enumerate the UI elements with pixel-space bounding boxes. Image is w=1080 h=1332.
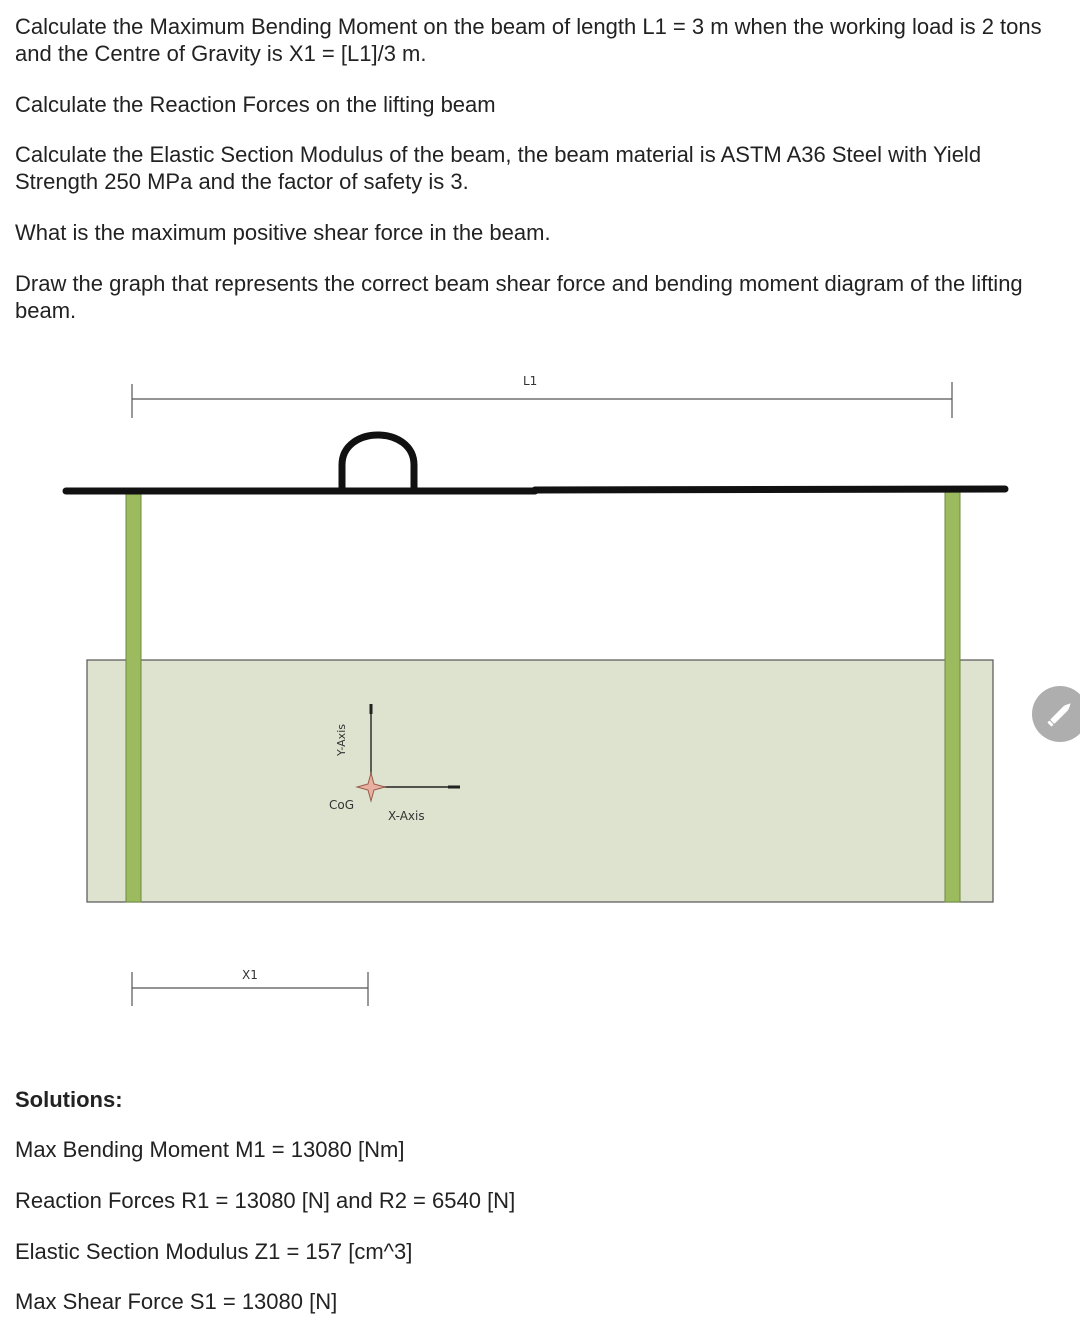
right-sling	[945, 492, 960, 902]
question-5: Draw the graph that represents the correct beam shear force and bending moment diagram of the lifting beam.	[15, 271, 1023, 323]
lifting-beam	[66, 489, 1005, 491]
x-axis-label: X-Axis	[388, 809, 425, 823]
l1-label: L1	[523, 374, 538, 388]
x1-dimension	[132, 968, 368, 1006]
question-2: Calculate the Reaction Forces on the lifting beam	[15, 92, 496, 117]
lifting-lug	[342, 435, 414, 493]
question-3: Calculate the Elastic Section Modulus of the beam, the beam material is ASTM A36 Steel with Yield Strength 250 MPa and the factor of safety is 3.	[15, 142, 982, 194]
x1-label: X1	[242, 968, 258, 982]
y-axis-label: Y-Axis	[335, 724, 348, 756]
solution-section-modulus: Elastic Section Modulus Z1 = 157 [cm^3]	[15, 1239, 413, 1264]
solution-max-bending-moment: Max Bending Moment M1 = 13080 [Nm]	[15, 1137, 405, 1162]
solutions-heading: Solutions:	[15, 1087, 123, 1112]
left-sling	[126, 492, 141, 902]
l1-dimension	[132, 374, 952, 418]
question-1: Calculate the Maximum Bending Moment on the beam of length L1 = 3 m when the working load is 2 tons and the Centre of Gravity is X1 = [L1]/3 m.	[15, 14, 1042, 66]
solution-max-shear-force: Max Shear Force S1 = 13080 [N]	[15, 1289, 338, 1314]
cog-label: CoG	[329, 798, 355, 812]
solution-reaction-forces: Reaction Forces R1 = 13080 [N] and R2 = 6540 [N]	[15, 1188, 516, 1213]
lifting-beam-diagram	[0, 360, 1080, 1020]
pencil-icon	[1032, 686, 1080, 742]
load-block	[87, 660, 993, 902]
question-4: What is the maximum positive shear force in the beam.	[15, 220, 551, 245]
edit-button[interactable]	[1032, 686, 1080, 742]
